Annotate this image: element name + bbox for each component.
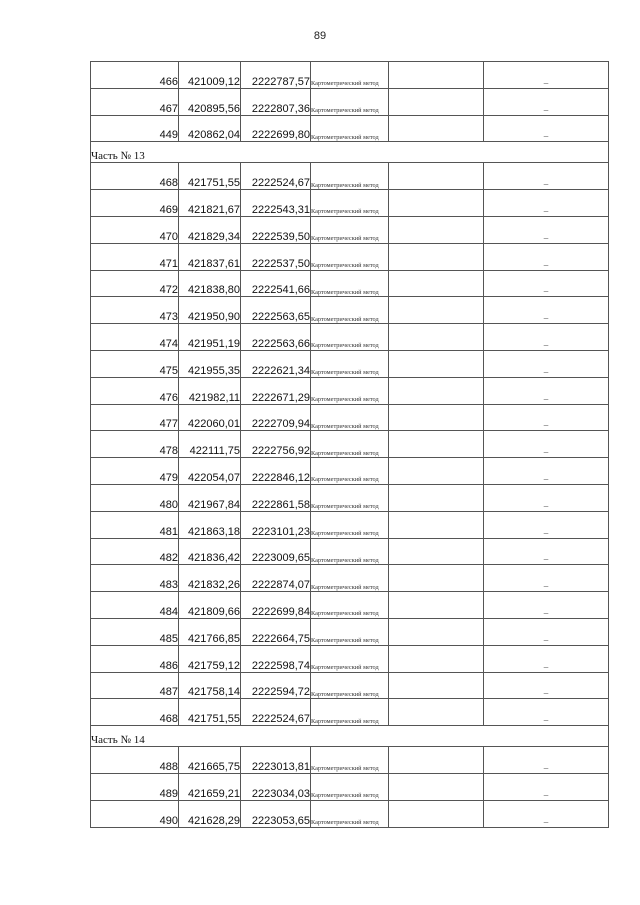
empty-cell bbox=[389, 88, 484, 115]
empty-cell bbox=[389, 773, 484, 800]
y-coordinate-cell: 2222524,67 bbox=[241, 163, 311, 190]
point-number-cell: 474 bbox=[91, 324, 179, 351]
method-cell: Картометрический метод bbox=[311, 62, 389, 89]
table-row bbox=[91, 511, 609, 538]
method-cell: Картометрический метод bbox=[311, 458, 389, 485]
precision-cell: – bbox=[484, 270, 609, 297]
empty-cell bbox=[389, 565, 484, 592]
y-coordinate-cell: 2222598,74 bbox=[241, 645, 311, 672]
y-coordinate-cell: 2222594,72 bbox=[241, 672, 311, 699]
precision-cell: – bbox=[484, 511, 609, 538]
x-coordinate-cell: 421759,12 bbox=[179, 645, 241, 672]
precision-cell: – bbox=[484, 618, 609, 645]
point-number-cell: 470 bbox=[91, 216, 179, 243]
point-number-cell: 486 bbox=[91, 645, 179, 672]
y-coordinate-cell: 2222563,65 bbox=[241, 297, 311, 324]
empty-cell bbox=[389, 377, 484, 404]
point-number-cell: 449 bbox=[91, 115, 179, 142]
y-coordinate-cell: 2222807,36 bbox=[241, 88, 311, 115]
method-cell: Картометрический метод bbox=[311, 243, 389, 270]
x-coordinate-cell: 422111,75 bbox=[179, 431, 241, 458]
point-number-cell: 490 bbox=[91, 800, 179, 827]
empty-cell bbox=[389, 747, 484, 774]
table-row bbox=[91, 458, 609, 485]
x-coordinate-cell: 420895,56 bbox=[179, 88, 241, 115]
x-coordinate-cell: 421832,26 bbox=[179, 565, 241, 592]
precision-cell: – bbox=[484, 565, 609, 592]
point-number-cell: 482 bbox=[91, 538, 179, 565]
precision-cell: – bbox=[484, 431, 609, 458]
empty-cell bbox=[389, 216, 484, 243]
method-cell: Картометрический метод bbox=[311, 350, 389, 377]
empty-cell bbox=[389, 350, 484, 377]
table-row bbox=[91, 115, 609, 142]
x-coordinate-cell: 421950,90 bbox=[179, 297, 241, 324]
table-row bbox=[91, 216, 609, 243]
y-coordinate-cell: 2223009,65 bbox=[241, 538, 311, 565]
precision-cell: – bbox=[484, 645, 609, 672]
table-row bbox=[91, 538, 609, 565]
empty-cell bbox=[389, 431, 484, 458]
x-coordinate-cell: 421821,67 bbox=[179, 190, 241, 217]
precision-cell: – bbox=[484, 747, 609, 774]
table-row bbox=[91, 800, 609, 827]
empty-cell bbox=[389, 699, 484, 726]
empty-cell bbox=[389, 115, 484, 142]
precision-cell: – bbox=[484, 163, 609, 190]
table-row bbox=[91, 773, 609, 800]
x-coordinate-cell: 421838,80 bbox=[179, 270, 241, 297]
empty-cell bbox=[389, 484, 484, 511]
y-coordinate-cell: 2223013,81 bbox=[241, 747, 311, 774]
x-coordinate-cell: 421758,14 bbox=[179, 672, 241, 699]
y-coordinate-cell: 2222621,34 bbox=[241, 350, 311, 377]
coordinates-table-body bbox=[91, 62, 609, 828]
y-coordinate-cell: 2222524,67 bbox=[241, 699, 311, 726]
x-coordinate-cell: 422060,01 bbox=[179, 404, 241, 431]
table-row bbox=[91, 404, 609, 431]
table-row bbox=[91, 88, 609, 115]
precision-cell: – bbox=[484, 592, 609, 619]
method-cell: Картометрический метод bbox=[311, 800, 389, 827]
table-row bbox=[91, 618, 609, 645]
y-coordinate-cell: 2222539,50 bbox=[241, 216, 311, 243]
x-coordinate-cell: 421665,75 bbox=[179, 747, 241, 774]
empty-cell bbox=[389, 163, 484, 190]
y-coordinate-cell: 2223101,23 bbox=[241, 511, 311, 538]
y-coordinate-cell: 2222541,66 bbox=[241, 270, 311, 297]
point-number-cell: 468 bbox=[91, 163, 179, 190]
precision-cell: – bbox=[484, 216, 609, 243]
empty-cell bbox=[389, 324, 484, 351]
y-coordinate-cell: 2223053,65 bbox=[241, 800, 311, 827]
empty-cell bbox=[389, 458, 484, 485]
table-row bbox=[91, 190, 609, 217]
precision-cell: – bbox=[484, 404, 609, 431]
precision-cell: – bbox=[484, 699, 609, 726]
table-row bbox=[91, 645, 609, 672]
table-row bbox=[91, 297, 609, 324]
precision-cell: – bbox=[484, 324, 609, 351]
empty-cell bbox=[389, 672, 484, 699]
y-coordinate-cell: 2222664,75 bbox=[241, 618, 311, 645]
x-coordinate-cell: 421829,34 bbox=[179, 216, 241, 243]
table-row bbox=[91, 431, 609, 458]
y-coordinate-cell: 2222874,07 bbox=[241, 565, 311, 592]
x-coordinate-cell: 421863,18 bbox=[179, 511, 241, 538]
method-cell: Картометрический метод bbox=[311, 672, 389, 699]
empty-cell bbox=[389, 618, 484, 645]
precision-cell: – bbox=[484, 458, 609, 485]
y-coordinate-cell: 2222846,12 bbox=[241, 458, 311, 485]
precision-cell: – bbox=[484, 773, 609, 800]
method-cell: Картометрический метод bbox=[311, 773, 389, 800]
empty-cell bbox=[389, 270, 484, 297]
point-number-cell: 471 bbox=[91, 243, 179, 270]
method-cell: Картометрический метод bbox=[311, 511, 389, 538]
empty-cell bbox=[389, 190, 484, 217]
empty-cell bbox=[389, 62, 484, 89]
method-cell: Картометрический метод bbox=[311, 747, 389, 774]
method-cell: Картометрический метод bbox=[311, 297, 389, 324]
section-title: Часть № 14 bbox=[91, 726, 609, 747]
precision-cell: – bbox=[484, 350, 609, 377]
section-title: Часть № 13 bbox=[91, 142, 609, 163]
point-number-cell: 485 bbox=[91, 618, 179, 645]
section-row bbox=[91, 726, 609, 747]
x-coordinate-cell: 421837,61 bbox=[179, 243, 241, 270]
method-cell: Картометрический метод bbox=[311, 699, 389, 726]
empty-cell bbox=[389, 297, 484, 324]
empty-cell bbox=[389, 800, 484, 827]
x-coordinate-cell: 421659,21 bbox=[179, 773, 241, 800]
point-number-cell: 472 bbox=[91, 270, 179, 297]
x-coordinate-cell: 420862,04 bbox=[179, 115, 241, 142]
point-number-cell: 477 bbox=[91, 404, 179, 431]
method-cell: Картометрический метод bbox=[311, 565, 389, 592]
y-coordinate-cell: 2222699,84 bbox=[241, 592, 311, 619]
y-coordinate-cell: 2222787,57 bbox=[241, 62, 311, 89]
empty-cell bbox=[389, 511, 484, 538]
y-coordinate-cell: 2222563,66 bbox=[241, 324, 311, 351]
x-coordinate-cell: 421967,84 bbox=[179, 484, 241, 511]
method-cell: Картометрический метод bbox=[311, 377, 389, 404]
table-row bbox=[91, 747, 609, 774]
x-coordinate-cell: 421009,12 bbox=[179, 62, 241, 89]
point-number-cell: 469 bbox=[91, 190, 179, 217]
method-cell: Картометрический метод bbox=[311, 645, 389, 672]
y-coordinate-cell: 2222671,29 bbox=[241, 377, 311, 404]
point-number-cell: 481 bbox=[91, 511, 179, 538]
point-number-cell: 475 bbox=[91, 350, 179, 377]
precision-cell: – bbox=[484, 377, 609, 404]
table-row bbox=[91, 163, 609, 190]
method-cell: Картометрический метод bbox=[311, 270, 389, 297]
precision-cell: – bbox=[484, 243, 609, 270]
y-coordinate-cell: 2223034,03 bbox=[241, 773, 311, 800]
table-row bbox=[91, 62, 609, 89]
method-cell: Картометрический метод bbox=[311, 115, 389, 142]
precision-cell: – bbox=[484, 538, 609, 565]
table-row bbox=[91, 699, 609, 726]
y-coordinate-cell: 2222756,92 bbox=[241, 431, 311, 458]
point-number-cell: 484 bbox=[91, 592, 179, 619]
method-cell: Картометрический метод bbox=[311, 404, 389, 431]
point-number-cell: 468 bbox=[91, 699, 179, 726]
page-number: 89 bbox=[313, 30, 327, 42]
point-number-cell: 487 bbox=[91, 672, 179, 699]
precision-cell: – bbox=[484, 297, 609, 324]
point-number-cell: 488 bbox=[91, 747, 179, 774]
x-coordinate-cell: 421751,55 bbox=[179, 699, 241, 726]
section-row bbox=[91, 142, 609, 163]
empty-cell bbox=[389, 243, 484, 270]
precision-cell: – bbox=[484, 88, 609, 115]
x-coordinate-cell: 421809,66 bbox=[179, 592, 241, 619]
y-coordinate-cell: 2222699,80 bbox=[241, 115, 311, 142]
point-number-cell: 467 bbox=[91, 88, 179, 115]
point-number-cell: 483 bbox=[91, 565, 179, 592]
point-number-cell: 489 bbox=[91, 773, 179, 800]
method-cell: Картометрический метод bbox=[311, 216, 389, 243]
x-coordinate-cell: 421628,29 bbox=[179, 800, 241, 827]
method-cell: Картометрический метод bbox=[311, 163, 389, 190]
method-cell: Картометрический метод bbox=[311, 592, 389, 619]
empty-cell bbox=[389, 538, 484, 565]
point-number-cell: 480 bbox=[91, 484, 179, 511]
x-coordinate-cell: 421766,85 bbox=[179, 618, 241, 645]
empty-cell bbox=[389, 645, 484, 672]
point-number-cell: 478 bbox=[91, 431, 179, 458]
table-row bbox=[91, 243, 609, 270]
table-row bbox=[91, 350, 609, 377]
precision-cell: – bbox=[484, 672, 609, 699]
point-number-cell: 473 bbox=[91, 297, 179, 324]
empty-cell bbox=[389, 404, 484, 431]
point-number-cell: 466 bbox=[91, 62, 179, 89]
method-cell: Картометрический метод bbox=[311, 190, 389, 217]
method-cell: Картометрический метод bbox=[311, 88, 389, 115]
empty-cell bbox=[389, 592, 484, 619]
precision-cell: – bbox=[484, 800, 609, 827]
table-row bbox=[91, 270, 609, 297]
x-coordinate-cell: 421751,55 bbox=[179, 163, 241, 190]
precision-cell: – bbox=[484, 190, 609, 217]
method-cell: Картометрический метод bbox=[311, 538, 389, 565]
x-coordinate-cell: 422054,07 bbox=[179, 458, 241, 485]
y-coordinate-cell: 2222861,58 bbox=[241, 484, 311, 511]
table-row bbox=[91, 592, 609, 619]
precision-cell: – bbox=[484, 62, 609, 89]
coordinates-table bbox=[90, 61, 609, 828]
y-coordinate-cell: 2222537,50 bbox=[241, 243, 311, 270]
point-number-cell: 476 bbox=[91, 377, 179, 404]
point-number-cell: 479 bbox=[91, 458, 179, 485]
method-cell: Картометрический метод bbox=[311, 484, 389, 511]
precision-cell: – bbox=[484, 484, 609, 511]
table-row bbox=[91, 324, 609, 351]
x-coordinate-cell: 421955,35 bbox=[179, 350, 241, 377]
method-cell: Картометрический метод bbox=[311, 618, 389, 645]
method-cell: Картометрический метод bbox=[311, 431, 389, 458]
table-row bbox=[91, 565, 609, 592]
table-row bbox=[91, 377, 609, 404]
method-cell: Картометрический метод bbox=[311, 324, 389, 351]
precision-cell: – bbox=[484, 115, 609, 142]
x-coordinate-cell: 421951,19 bbox=[179, 324, 241, 351]
table-row bbox=[91, 672, 609, 699]
y-coordinate-cell: 2222709,94 bbox=[241, 404, 311, 431]
x-coordinate-cell: 421982,11 bbox=[179, 377, 241, 404]
y-coordinate-cell: 2222543,31 bbox=[241, 190, 311, 217]
x-coordinate-cell: 421836,42 bbox=[179, 538, 241, 565]
table-row bbox=[91, 484, 609, 511]
